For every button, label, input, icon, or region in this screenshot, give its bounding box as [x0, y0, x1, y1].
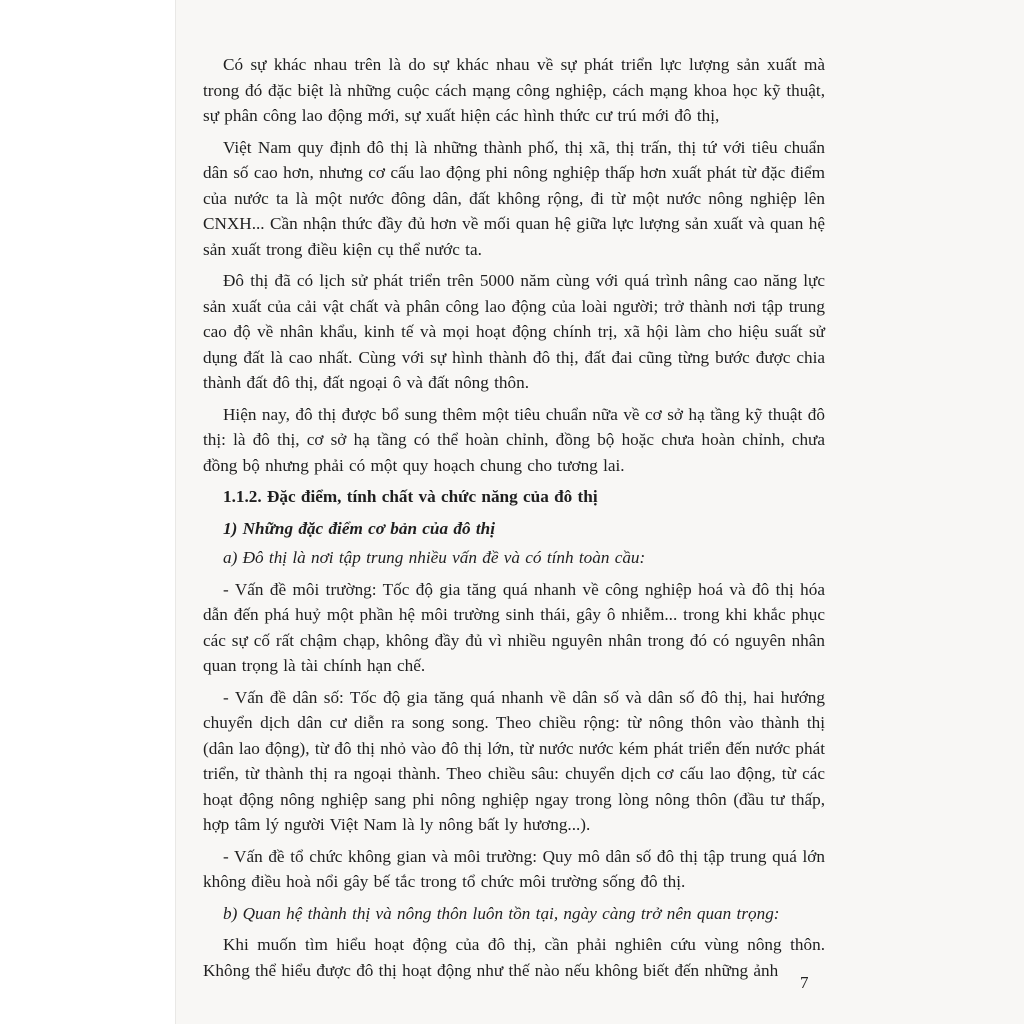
- paragraph: Có sự khác nhau trên là do sự khác nhau về sự phát triển lực lượng sản xuất mà trong đó đặc biệt là những cuộc cách mạng công nghiệp, cách mạng khoa học kỹ thuật, sự phân công lao động mới, sự xuất hiện các hình thức cư trú mới đô thị,: [203, 55, 825, 125]
- paragraph: Khi muốn tìm hiểu hoạt động của đô thị, cần phải nghiên cứu vùng nông thôn. Không thể hiểu được đô thị hoạt động như thế nào nếu không biết đến những ảnh: [203, 935, 825, 980]
- paragraph: - Vấn đề môi trường: Tốc độ gia tăng quá nhanh về công nghiệp hoá và đô thị hóa dẫn đến phá huỷ một phần hệ môi trường sinh thái, gây ô nhiễm... trong khi khắc phục các sự cố rất chậm chạp, không đầy đủ vì nhiều nguyên nhân trong đó có nguyên nhân quan trọng là tài chính hạn chế.: [203, 579, 825, 675]
- page-number: 7: [800, 973, 809, 992]
- subitem-heading: a) Đô thị là nơi tập trung nhiều vấn đề và có tính toàn cầu:: [223, 548, 646, 567]
- paragraph: - Vấn đề tổ chức không gian và môi trường: Quy mô dân số đô thị tập trung quá lớn không điều hoà nổi gây bế tắc trong tổ chức môi trường sống đô thị.: [203, 846, 825, 891]
- section-heading: 1.1.2. Đặc điểm, tính chất và chức năng của đô thị: [223, 487, 598, 506]
- page-body: [203, 52, 825, 989]
- subsection-heading: 1) Những đặc điểm cơ bản của đô thị: [223, 518, 495, 538]
- paragraph: - Vấn đề dân số: Tốc độ gia tăng quá nhanh về dân số và dân số đô thị, hai hướng chuyển dịch dân cư diễn ra song song. Theo chiều rộng: từ nông thôn vào thành thị (dân lao động), từ đô thị nhỏ vào đô thị lớn, từ nước nước kém phát triển đến nước phát triển, từ thành thị ra ngoại thành. Theo chiều sâu: chuyển dịch cơ cấu lao động, từ các hoạt động nông nghiệp sang phi nông nghiệp ngay trong lòng nông thôn (đầu tư thấp, hợp tâm lý người Việt Nam là ly nông bất ly hương...).: [203, 687, 825, 834]
- paragraph: Hiện nay, đô thị được bổ sung thêm một tiêu chuẩn nữa về cơ sở hạ tầng kỹ thuật đô thị: là đô thị, cơ sở hạ tầng có thể hoàn chỉnh, đồng bộ hoặc chưa hoàn chỉnh, chưa đồng bộ nhưng phải có một quy hoạch chung cho tương lai.: [203, 404, 825, 475]
- paragraph: Việt Nam quy định đô thị là những thành phố, thị xã, thị trấn, thị tứ với tiêu chuẩn dân số cao hơn, nhưng cơ cấu lao động phi nông nghiệp thấp hơn xuất phát từ đặc điểm của nước ta là một nước đông dân, đất không rộng, đi từ một nước nông nghiệp lên CNXH... Cần nhận thức đầy đủ hơn về mối quan hệ giữa lực lượng sản xuất và quan hệ sản xuất trong điều kiện cụ thể nước ta.: [203, 137, 825, 259]
- subitem-heading: b) Quan hệ thành thị và nông thôn luôn tồn tại, ngày càng trở nên quan trọng:: [223, 903, 780, 923]
- paragraph: Đô thị đã có lịch sử phát triển trên 5000 năm cùng với quá trình nâng cao năng lực sản xuất của cải vật chất và phân công lao động của loài người; trở thành nơi tập trung cao độ về nhân khẩu, kinh tế và mọi hoạt động chính trị, xã hội làm cho hiệu suất sử dụng đất là cao nhất. Cùng với sự hình thành đô thị, đất đai cũng từng bước được chia thành đất đô thị, đất ngoại ô và đất nông thôn.: [203, 271, 825, 392]
